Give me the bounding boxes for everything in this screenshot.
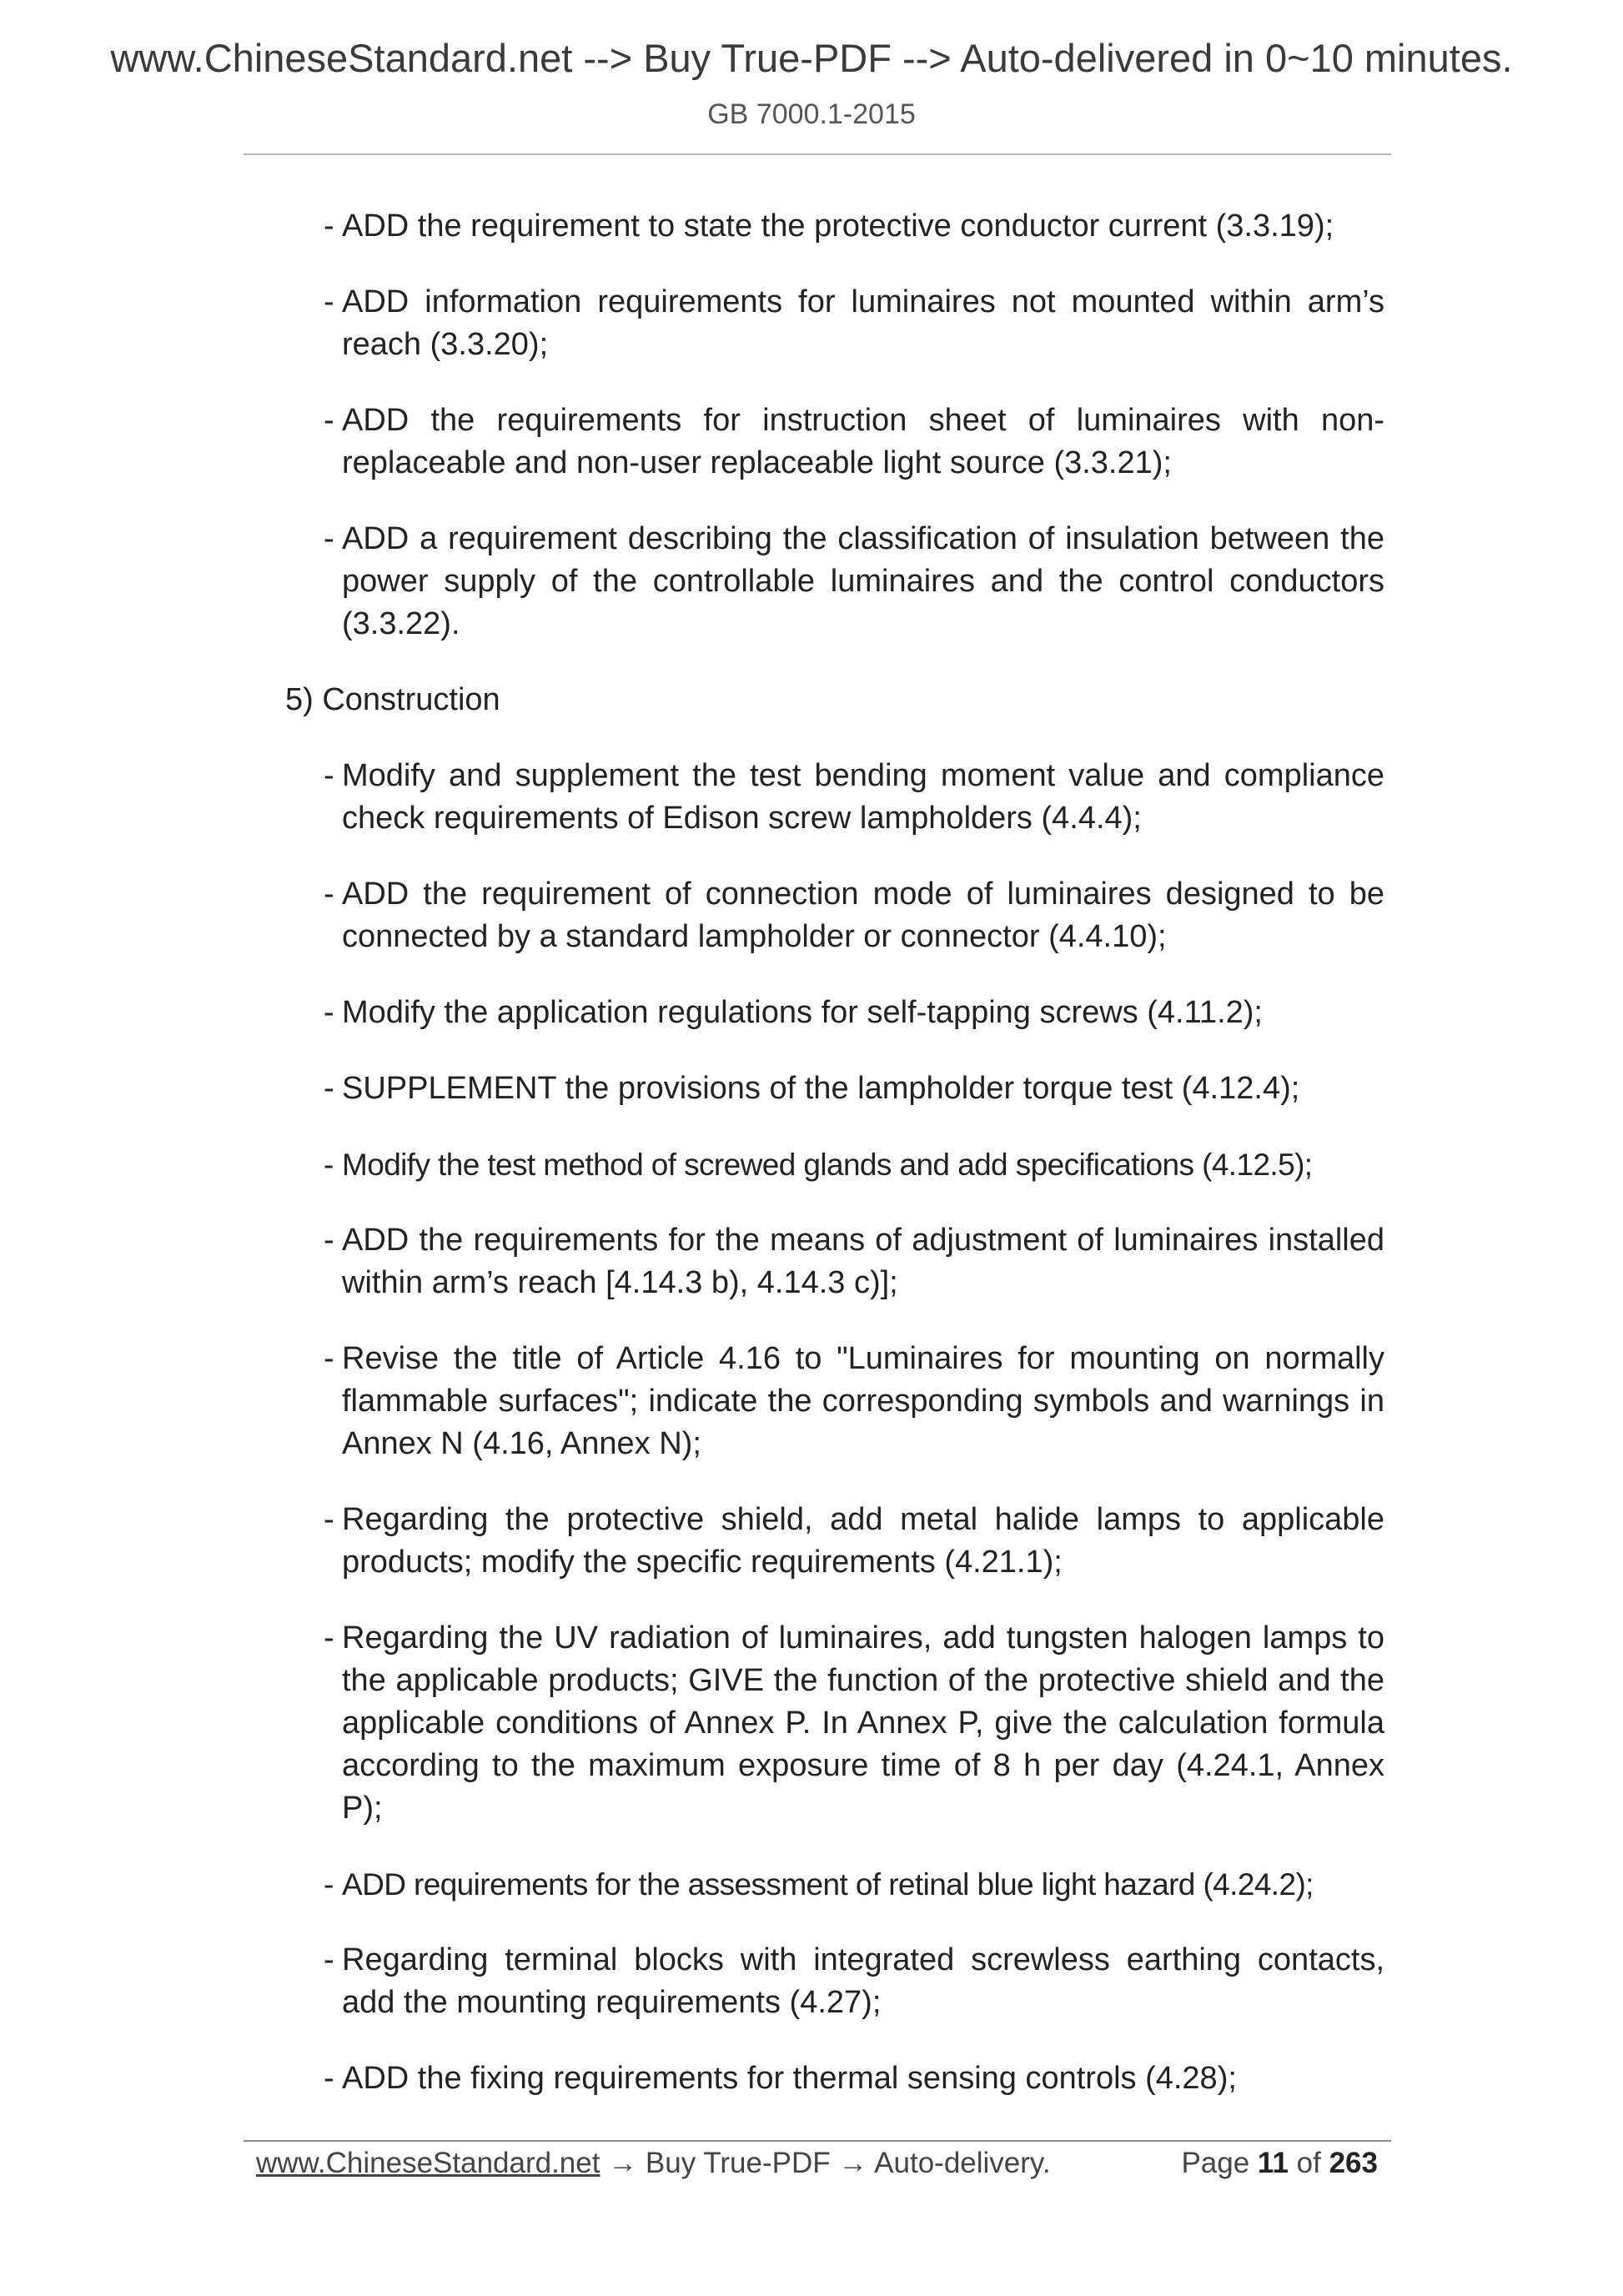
dash-bullet: - [324,1620,334,1655]
dash-bullet: - [324,1867,334,1902]
list-item-text: Regarding the protective shield, add metal halide lamps to applicable products; modify the specific requirements (4.21.1); [342,1502,1384,1580]
list-item-text: ADD a requirement describing the classification of insulation between the power supply of the controllable luminaires and the control conductors (3.3.22). [342,521,1384,641]
list-item [324,1617,1384,1830]
list-item [324,205,1384,248]
dash-bullet: - [324,995,334,1030]
list-item-text: ADD the requirement of connection mode of luminaires designed to be connected by a standard lampholder or connector (4.4.10); [342,877,1384,954]
dash-bullet: - [324,1071,334,1106]
list-item [324,1863,1384,1906]
list-item-text: Regarding terminal blocks with integrated screwless earthing contacts, add the mounting requirements (4.27); [342,1942,1384,2020]
list-item [324,1068,1384,1110]
page-indicator [1181,2143,1378,2183]
footer-site-link[interactable]: www.ChineseStandard.net [256,2147,600,2179]
list-item-text: Modify the application regulations for self-tapping screws (4.11.2); [342,995,1263,1030]
list-item [324,1499,1384,1584]
list-item-text: ADD the requirements for the means of adjustment of luminaires installed within arm’s reach [4.14.3 b), 4.14.3 c)]; [342,1223,1384,1300]
list-item-text: Modify and supplement the test bending moment value and compliance check requirements of Edison screw lampholders (4.4.4); [342,758,1384,836]
dash-bullet: - [324,208,334,244]
standard-code: GB 7000.1-2015 [707,98,916,130]
list-item [324,1143,1384,1186]
footer-divider [244,2140,1391,2142]
list-item-text: SUPPLEMENT the provisions of the lampholder torque test (4.12.4); [342,1071,1300,1106]
list-item [324,399,1384,485]
dash-bullet: - [324,1942,334,1977]
header-divider [244,153,1391,155]
dash-bullet: - [324,1341,334,1376]
list-item [324,2057,1384,2100]
total-pages: 263 [1329,2147,1378,2179]
list-item [324,518,1384,646]
list-item [324,755,1384,840]
list-item-text: Modify the test method of screwed glands and add specifications (4.12.5); [342,1148,1313,1182]
document-body [0,205,1623,2133]
list-item [324,281,1384,366]
list-item-text: ADD information requirements for luminaires not mounted within arm’s reach (3.3.20); [342,284,1384,362]
section-heading: 5) Construction [285,682,500,717]
list-item-text: Revise the title of Article 4.16 to "Luminaires for mounting on normally flammable surfaces"; indicate the corresponding symbols and warnings in Annex N (4.16, Annex N); [342,1341,1384,1461]
list-item-text: ADD requirements for the assessment of retinal blue light hazard (4.24.2); [342,1867,1314,1902]
list-item [324,1939,1384,2024]
page-number: 11 [1257,2147,1289,2179]
dash-bullet: - [324,2061,334,2096]
of-label: of [1296,2147,1321,2179]
dash-bullet: - [324,877,334,912]
dash-bullet: - [324,1502,334,1537]
list-item-text: ADD the requirements for instruction sheet of luminaires with non-replaceable and non-user replaceable light source (3.3.21); [342,403,1384,480]
page-label: Page [1181,2147,1250,2179]
list-item [324,1338,1384,1465]
footer-tagline: → Buy True-PDF → Auto-delivery. [600,2147,1051,2179]
footer-promo [256,2143,1051,2183]
list-item [324,1219,1384,1304]
dash-bullet: - [324,1223,334,1258]
dash-bullet: - [324,403,334,438]
list-item-text: ADD the requirement to state the protective conductor current (3.3.19); [342,208,1334,244]
top-banner: www.ChineseStandard.net --> Buy True-PDF --> Auto-delivered in 0~10 minutes. [110,36,1513,80]
dash-bullet: - [324,758,334,793]
list-item [324,873,1384,958]
list-item-text: ADD the fixing requirements for thermal sensing controls (4.28); [342,2061,1237,2096]
list-item-text: Regarding the UV radiation of luminaires, add tungsten halogen lamps to the applicable products; GIVE the function of the protective shield and the applicable conditions of Annex P. In Annex P, give the calculation formula according to the maximum exposure time of 8 h per day (4.24.1, Annex P); [342,1620,1384,1826]
dash-bullet: - [324,1148,334,1182]
list-item [324,992,1384,1034]
dash-bullet: - [324,284,334,319]
dash-bullet: - [324,521,334,556]
